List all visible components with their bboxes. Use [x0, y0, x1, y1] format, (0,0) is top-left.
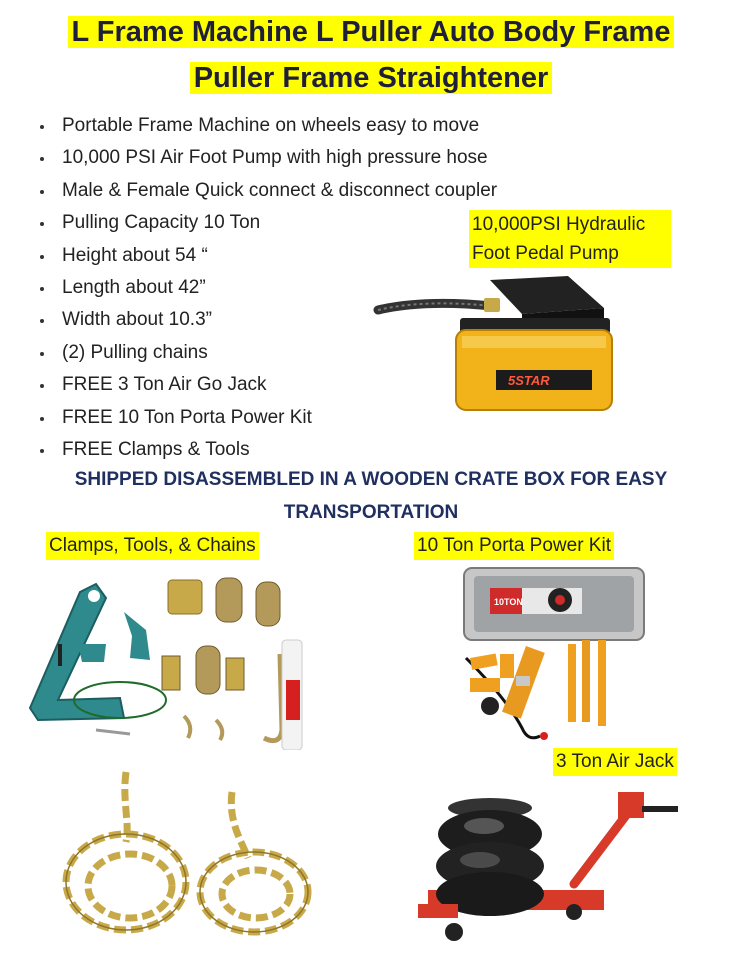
feature-item: FREE 10 Ton Porta Power Kit: [36, 402, 497, 434]
air-jack-image: [414, 786, 684, 946]
clamps-label: Clamps, Tools, & Chains: [46, 532, 259, 560]
feature-item: FREE 3 Ton Air Go Jack: [36, 369, 497, 401]
feature-item: 10,000 PSI Air Foot Pump with high pressure hose: [36, 142, 497, 174]
porta-power-label: 10 Ton Porta Power Kit: [414, 532, 614, 560]
pump-brand-text: 5STAR: [508, 373, 550, 388]
air-jack-label: 3 Ton Air Jack: [553, 748, 677, 776]
clamps-tools-image: [20, 570, 310, 750]
chains-image: [56, 762, 318, 942]
feature-item: Portable Frame Machine on wheels easy to move: [36, 110, 497, 142]
feature-item: Length about 42”: [36, 272, 497, 304]
title-text-1: L Frame Machine L Puller Auto Body Frame: [68, 16, 675, 48]
porta-case-text: 10TON: [494, 597, 523, 607]
title-text-2: Puller Frame Straightener: [190, 62, 553, 94]
feature-item: Width about 10.3”: [36, 304, 497, 336]
feature-item: (2) Pulling chains: [36, 337, 497, 369]
feature-item: FREE Clamps & Tools: [36, 434, 497, 466]
porta-power-kit-image: [456, 566, 650, 752]
shipped-note: SHIPPED DISASSEMBLED IN A WOODEN CRATE BOX FOR EASY TRANSPORTATION: [74, 469, 668, 523]
title-line-1: [0, 12, 742, 52]
pump-label: 10,000PSI Hydraulic Foot Pedal Pump: [469, 210, 671, 268]
title-line-2: [0, 58, 742, 98]
feature-item: Height about 54 “: [36, 240, 497, 272]
feature-item: Male & Female Quick connect & disconnect coupler: [36, 175, 497, 207]
foot-pump-image: [372, 272, 622, 420]
feature-item: Pulling Capacity 10 Ton: [36, 207, 497, 239]
